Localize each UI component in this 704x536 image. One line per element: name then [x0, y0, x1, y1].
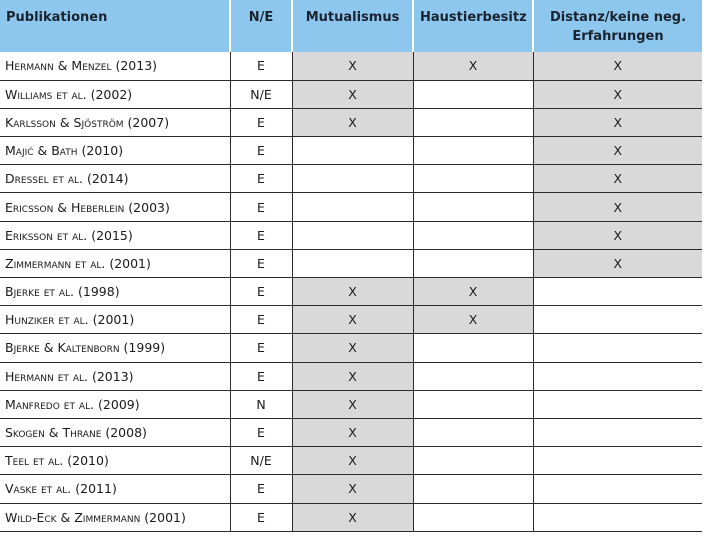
mutualismus-cell: X	[292, 306, 413, 334]
ne-cell: E	[230, 362, 292, 390]
mutualismus-cell: X	[292, 503, 413, 531]
table-row	[0, 278, 702, 306]
mutualismus-cell	[292, 249, 413, 277]
mutualismus-cell: X	[292, 80, 413, 108]
publication-cell: Teel et al. (2010)	[0, 447, 230, 475]
ne-cell: E	[230, 249, 292, 277]
ne-cell: N/E	[230, 447, 292, 475]
ne-cell: E	[230, 278, 292, 306]
table-row	[0, 334, 702, 362]
table-row	[0, 306, 702, 334]
distanz-cell: X	[533, 193, 702, 221]
header-row	[0, 0, 702, 52]
haustierbesitz-cell	[413, 475, 533, 503]
publication-cell: Zimmermann et al. (2001)	[0, 249, 230, 277]
publication-cell: Hermann & Menzel (2013)	[0, 52, 230, 80]
haustierbesitz-cell: X	[413, 52, 533, 80]
haustierbesitz-cell	[413, 108, 533, 136]
distanz-cell	[533, 503, 702, 531]
publication-cell: Majić & Bath (2010)	[0, 137, 230, 165]
haustierbesitz-cell	[413, 137, 533, 165]
mutualismus-cell: X	[292, 334, 413, 362]
ne-cell: E	[230, 418, 292, 446]
header-haustierbesitz: Haustierbesitz	[413, 0, 533, 52]
haustierbesitz-cell: X	[413, 278, 533, 306]
ne-cell: E	[230, 193, 292, 221]
table-row	[0, 193, 702, 221]
publication-cell: Eriksson et al. (2015)	[0, 221, 230, 249]
distanz-cell	[533, 447, 702, 475]
header-distanz: Distanz/keine neg. Erfahrungen	[533, 0, 702, 52]
publication-cell: Hunziker et al. (2001)	[0, 306, 230, 334]
haustierbesitz-cell	[413, 80, 533, 108]
haustierbesitz-cell	[413, 249, 533, 277]
haustierbesitz-cell	[413, 334, 533, 362]
distanz-cell: X	[533, 108, 702, 136]
mutualismus-cell: X	[292, 52, 413, 80]
mutualismus-cell: X	[292, 278, 413, 306]
ne-cell: E	[230, 165, 292, 193]
publication-cell: Williams et al. (2002)	[0, 80, 230, 108]
table-row	[0, 390, 702, 418]
distanz-cell	[533, 278, 702, 306]
haustierbesitz-cell	[413, 362, 533, 390]
mutualismus-cell	[292, 137, 413, 165]
ne-cell: E	[230, 475, 292, 503]
ne-cell: N/E	[230, 80, 292, 108]
header-mutualismus: Mutualismus	[292, 0, 413, 52]
table-row	[0, 447, 702, 475]
haustierbesitz-cell	[413, 193, 533, 221]
table-row	[0, 137, 702, 165]
mutualismus-cell: X	[292, 390, 413, 418]
table-row	[0, 503, 702, 531]
mutualismus-cell	[292, 193, 413, 221]
table-header	[0, 0, 702, 52]
table-row	[0, 418, 702, 446]
haustierbesitz-cell	[413, 503, 533, 531]
table-row	[0, 80, 702, 108]
publication-cell: Vaske et al. (2011)	[0, 475, 230, 503]
table-row	[0, 249, 702, 277]
publication-cell: Ericsson & Heberlein (2003)	[0, 193, 230, 221]
mutualismus-cell	[292, 221, 413, 249]
publication-cell: Bjerke & Kaltenborn (1999)	[0, 334, 230, 362]
publication-cell: Dressel et al. (2014)	[0, 165, 230, 193]
distanz-cell: X	[533, 137, 702, 165]
mutualismus-cell: X	[292, 418, 413, 446]
table-body	[0, 52, 702, 531]
haustierbesitz-cell	[413, 447, 533, 475]
publication-cell: Manfredo et al. (2009)	[0, 390, 230, 418]
publication-cell: Hermann et al. (2013)	[0, 362, 230, 390]
mutualismus-cell	[292, 165, 413, 193]
haustierbesitz-cell: X	[413, 306, 533, 334]
distanz-cell	[533, 334, 702, 362]
ne-cell: E	[230, 221, 292, 249]
ne-cell: E	[230, 108, 292, 136]
publication-cell: Bjerke et al. (1998)	[0, 278, 230, 306]
distanz-cell	[533, 418, 702, 446]
distanz-cell	[533, 390, 702, 418]
distanz-cell: X	[533, 165, 702, 193]
table-row	[0, 362, 702, 390]
table-row	[0, 108, 702, 136]
distanz-cell	[533, 362, 702, 390]
ne-cell: N	[230, 390, 292, 418]
mutualismus-cell: X	[292, 447, 413, 475]
mutualismus-cell: X	[292, 362, 413, 390]
haustierbesitz-cell	[413, 390, 533, 418]
ne-cell: E	[230, 503, 292, 531]
header-publikationen: Publikationen	[0, 0, 230, 52]
publication-cell: Skogen & Thrane (2008)	[0, 418, 230, 446]
table-row	[0, 221, 702, 249]
ne-cell: E	[230, 137, 292, 165]
table-row	[0, 475, 702, 503]
haustierbesitz-cell	[413, 165, 533, 193]
distanz-cell: X	[533, 221, 702, 249]
ne-cell: E	[230, 334, 292, 362]
ne-cell: E	[230, 52, 292, 80]
haustierbesitz-cell	[413, 418, 533, 446]
publication-cell: Wild-Eck & Zimmermann (2001)	[0, 503, 230, 531]
ne-cell: E	[230, 306, 292, 334]
distanz-cell: X	[533, 249, 702, 277]
distanz-cell	[533, 475, 702, 503]
distanz-cell	[533, 306, 702, 334]
haustierbesitz-cell	[413, 221, 533, 249]
table-row	[0, 165, 702, 193]
distanz-cell: X	[533, 52, 702, 80]
distanz-cell: X	[533, 80, 702, 108]
table-row	[0, 52, 702, 80]
mutualismus-cell: X	[292, 475, 413, 503]
publication-cell: Karlsson & Sjöström (2007)	[0, 108, 230, 136]
header-ne: N/E	[230, 0, 292, 52]
mutualismus-cell: X	[292, 108, 413, 136]
